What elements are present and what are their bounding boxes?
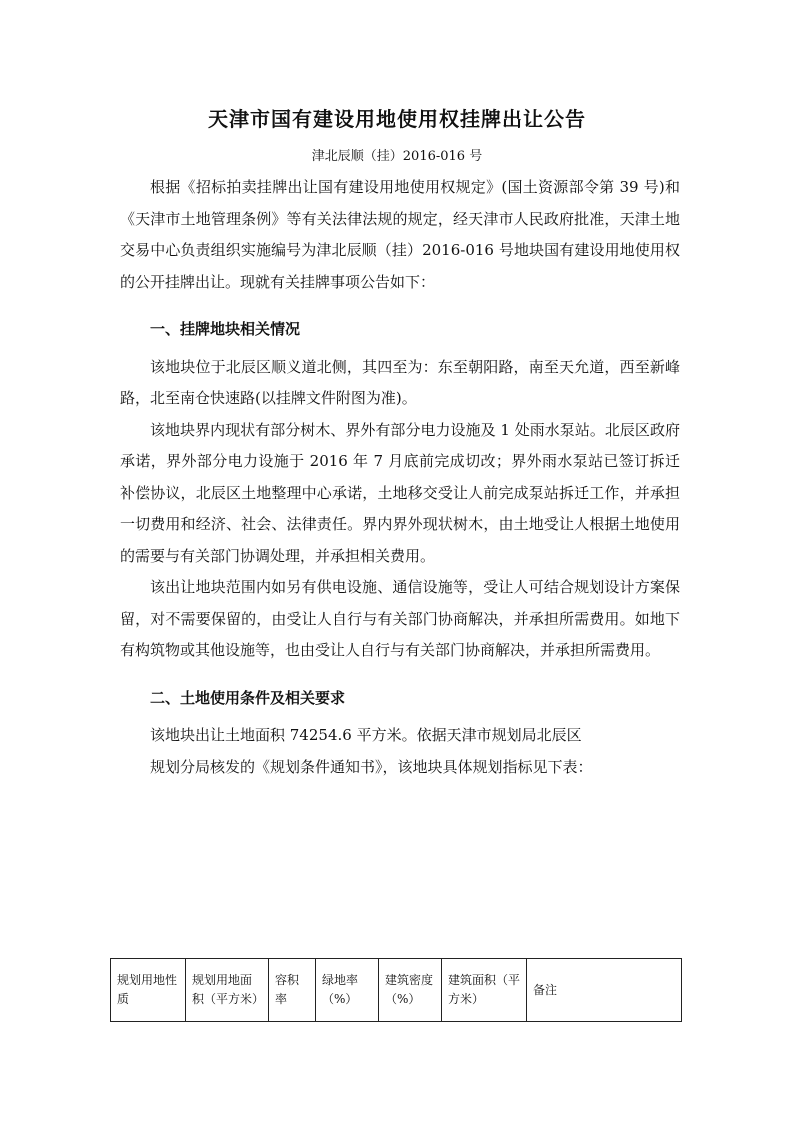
section2-paragraph-1: 该地块出让土地面积 74254.6 平方米。依据天津市规划局北辰区 <box>150 726 582 744</box>
section1-heading: 一、挂牌地块相关情况 <box>150 320 301 338</box>
table-header-cell: 容积率 <box>269 959 316 1022</box>
table-header-cell: 规划用地性质 <box>111 959 186 1022</box>
section2-heading: 二、土地使用条件及相关要求 <box>150 688 346 707</box>
table-header-cell: 绿地率（%） <box>316 959 379 1022</box>
intro-paragraph: 根据《招标拍卖挂牌出让国有建设用地使用权规定》(国土资源部令第 39 号)和《天津市土地管理条例》等有关法律法规的规定，经天津市人民政府批准，天津土地交易中心负责组织实施编号为津北辰顺（挂）2016-016 号地块国有建设用地使用权的公开挂牌出让。现就有关挂牌事项公告如下： <box>120 178 680 291</box>
table-header-cell: 建筑面积（平方米） <box>442 959 527 1022</box>
table-header-cell: 规划用地面积（平方米） <box>186 959 269 1022</box>
document-number: 津北辰顺（挂）2016-016 号 <box>311 149 483 164</box>
section1-paragraph-3: 该出让地块范围内如另有供电设施、通信设施等，受让人可结合规划设计方案保留，对不需要保留的，由受让人自行与有关部门协商解决，并承担所需费用。如地下有构筑物或其他设施等，也由受让人自行与有关部门协商解决，并承担所需费用。 <box>120 578 680 659</box>
section1-paragraph-2: 该地块界内现状有部分树木、界外有部分电力设施及 1 处雨水泵站。北辰区政府承诺，界外部分电力设施于 2016 年 7 月底前完成切改；界外雨水泵站已签订拆迁补偿协议，北辰区土地整理中心承诺，土地移交受让人前完成泵站拆迁工作，并承担一切费用和经济、社会、法律责任。界内界外现状树木，由土地受让人根据土地使用的需要与有关部门协调处理，并承担相关费用。 <box>120 420 680 565</box>
section1-paragraph-1: 该地块位于北辰区顺义道北侧，其四至为：东至朝阳路，南至天允道，西至新峰路，北至南仓快速路(以挂牌文件附图为准)。 <box>120 357 680 407</box>
table-header-cell: 建筑密度（%） <box>379 959 442 1022</box>
table-header-row <box>111 959 682 1022</box>
planning-indicator-table <box>110 958 682 1022</box>
table-header-cell: 备注 <box>527 959 682 1022</box>
section2-paragraph-2: 规划分局核发的《规划条件通知书》，该地块具体规划指标见下表： <box>150 757 593 776</box>
document-body <box>120 172 680 783</box>
document-title: 天津市国有建设用地使用权挂牌出让公告 <box>208 107 586 131</box>
